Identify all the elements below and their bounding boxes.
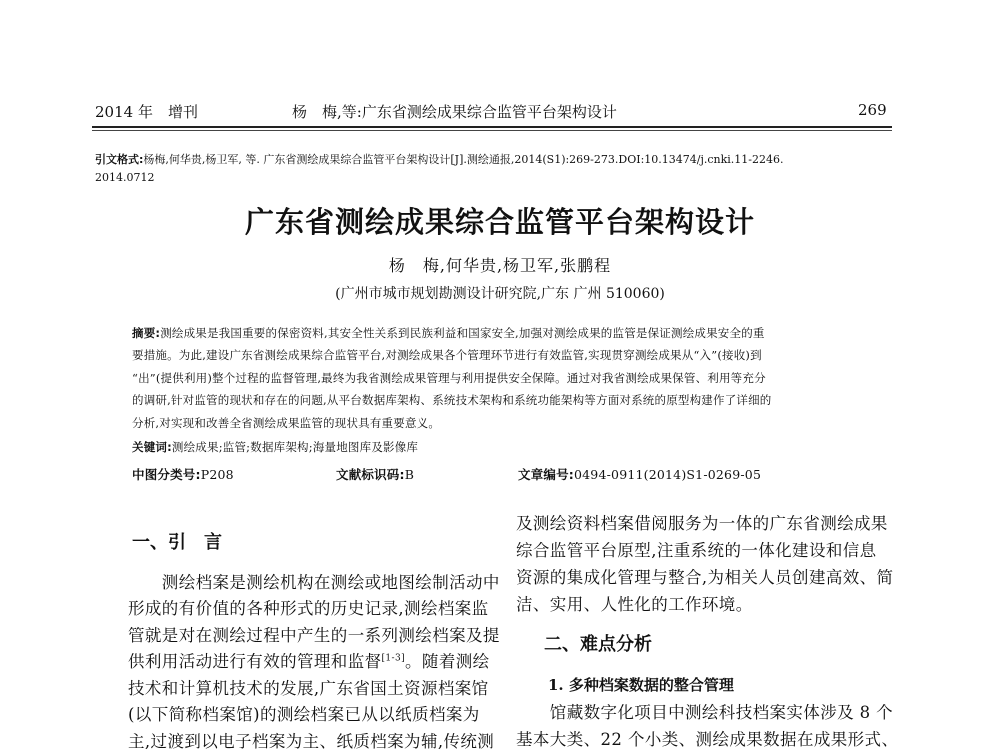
keywords-value: 测绘成果;监管;数据库架构;海量地图库及影像库: [171, 440, 419, 454]
paper-title: 广东省测绘成果综合监管平台架构设计: [244, 205, 755, 239]
section-heading-difficulties: 二、难点分析: [544, 634, 652, 655]
body-line: 及测绘资料档案借阅服务为一体的广东省测绘成果: [516, 514, 888, 533]
body-line: [128, 648, 490, 672]
body-line: 综合监管平台原型,注重系统的一体化建设和信息: [516, 541, 877, 560]
body-line: 测绘档案是测绘机构在测绘或地图绘制活动中: [128, 573, 500, 592]
header-rule-thin: [92, 130, 892, 131]
running-title: 杨 梅,等:广东省测绘成果综合监管平台架构设计: [292, 103, 617, 121]
abstract-line: [132, 325, 765, 341]
body-line: (以下简称档案馆)的测绘档案已从以纸质档案为: [128, 705, 480, 724]
abstract-line: “出”(提供利用)整个过程的监督管理,最终为我省测绘成果管理与利用提供安全保障。通过对我省测绘成果保管、利用等充分: [132, 371, 766, 385]
abstract-label: 摘要:: [132, 326, 161, 340]
affiliation: (广州市城市规划勘测设计研究院,广东 广州 510060): [335, 286, 665, 302]
citation-label: 引文格式:: [95, 153, 144, 166]
citation: [95, 151, 784, 167]
article-label: 文章编号:: [518, 467, 574, 482]
abstract-text: 测绘成果是我国重要的保密资料,其安全性关系到民族利益和国家安全,加强对测绘成果的监管是保证测绘成果安全的重: [160, 326, 765, 340]
subsection-heading: 1. 多种档案数据的整合管理: [548, 676, 734, 694]
abstract-line: 的调研,针对监管的现状和存在的问题,从平台数据库架构、系统技术架构和系统功能架构等方面对系统的原型构建作了详细的: [132, 393, 772, 407]
clc-value: P208: [200, 467, 234, 482]
article-number: [518, 465, 761, 483]
keywords-label: 关键词:: [132, 440, 172, 454]
body-line: 洁、实用、人性化的工作环境。: [516, 595, 753, 614]
body-text: 供利用活动进行有效的管理和监督: [128, 652, 382, 671]
doc-value: B: [404, 467, 415, 482]
article-value: 0494-0911(2014)S1-0269-05: [574, 467, 762, 482]
citation-line2: 2014.0712: [95, 171, 155, 184]
body-line: 资源的集成化管理与整合,为相关人员创建高效、简: [516, 568, 894, 587]
body-line: 技术和计算机技术的发展,广东省国土资源档案馆: [128, 679, 489, 698]
doc-label: 文献标识码:: [336, 467, 405, 482]
body-line: 基本大类、22 个小类、测绘成果数据在成果形式、: [516, 730, 899, 749]
clc-label: 中图分类号:: [132, 467, 201, 482]
citation-text: 杨梅,何华贵,杨卫军, 等. 广东省测绘成果综合监管平台架构设计[J].测绘通报,2014(S1):269-273.DOI:10.13474/j.cnki.11-2246.: [143, 153, 784, 166]
doc-code: [336, 465, 414, 483]
body-text: 。随着测绘: [405, 652, 490, 671]
keywords: [132, 439, 418, 455]
body-line: 馆藏数字化项目中测绘科技档案实体涉及 8 个: [516, 703, 894, 722]
body-line: 形成的有价值的各种形式的历史记录,测绘档案监: [128, 599, 489, 618]
reference-marker[interactable]: [1-3]: [381, 653, 406, 664]
header-rule: [92, 126, 892, 128]
page-number: 269: [858, 101, 887, 119]
body-line: 主,过渡到以电子档案为主、纸质档案为辅,传统测: [128, 732, 495, 751]
abstract-line: 分析,对实现和改善全省测绘成果监管的现状具有重要意义。: [132, 416, 441, 430]
issue-label: 2014 年 增刊: [95, 103, 198, 121]
authors: 杨 梅,何华贵,杨卫军,张鹏程: [388, 256, 612, 275]
body-line: 管就是对在测绘过程中产生的一系列测绘档案及提: [128, 626, 500, 645]
abstract-line: 要措施。为此,建设广东省测绘成果综合监管平台,对测绘成果各个管理环节进行有效监管,实现贯穿测绘成果从“入”(接收)到: [132, 348, 762, 362]
clc-number: [132, 465, 234, 483]
section-heading-intro: 一、引 言: [132, 532, 222, 553]
